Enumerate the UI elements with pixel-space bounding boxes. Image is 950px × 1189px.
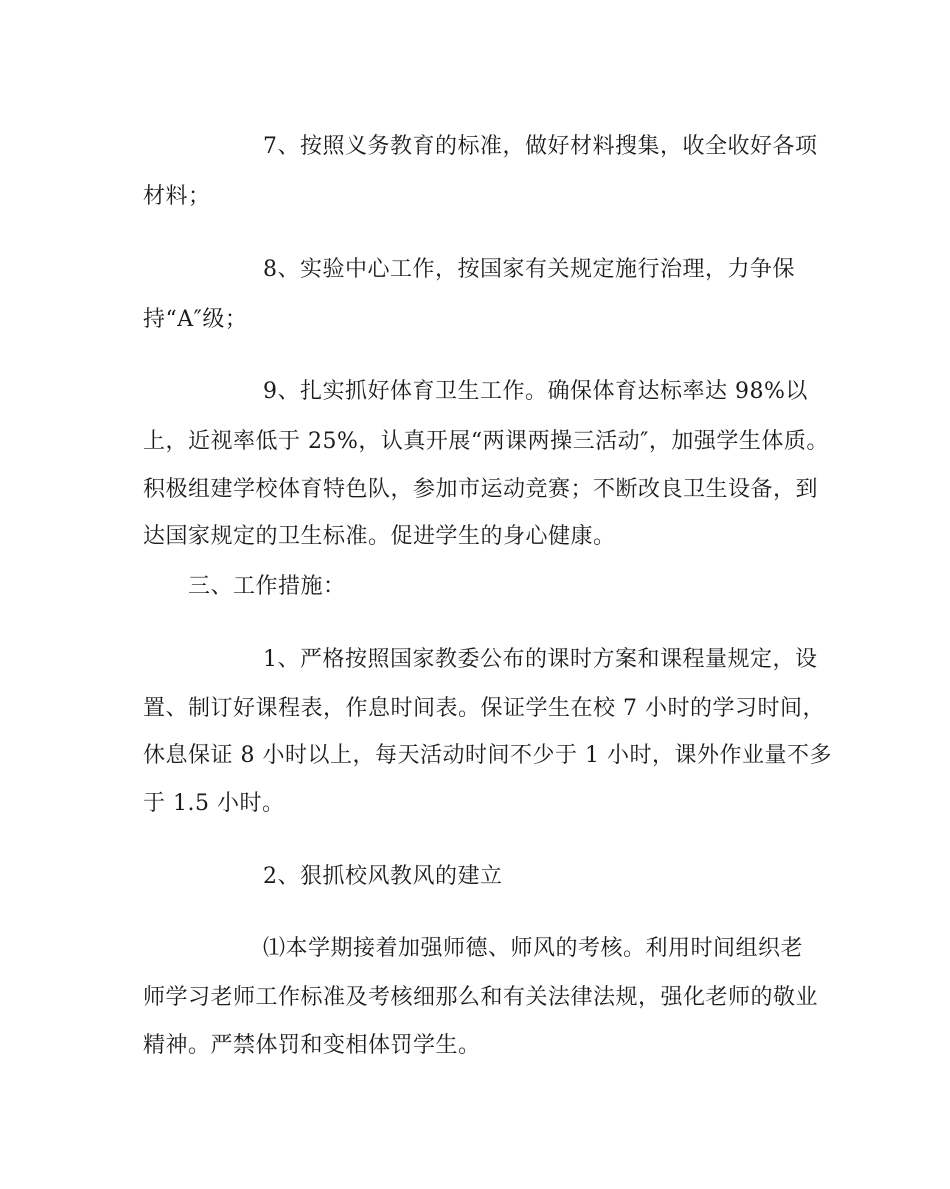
paragraph-9-line-2: 上，近视率低于 25%，认真开展“两课两操三活动″，加强学生体质。 [143, 429, 829, 454]
measure-2-heading: 2、狠抓校风教风的建立 [263, 864, 503, 889]
measure-1-line-4: 于 1.5 小时。 [143, 791, 285, 816]
measure-1-line-2: 置、制订好课程表，作息时间表。保证学生在校 7 小时的学习时间， [143, 696, 825, 721]
paragraph-9-line-4: 达国家规定的卫生标准。促进学生的身心健康。 [143, 524, 616, 549]
section-heading: 三、工作措施： [188, 574, 346, 599]
measure-2-1-line-3: 精神。严禁体罚和变相体罚学生。 [143, 1033, 481, 1058]
paragraph-9-line-3: 积极组建学校体育特色队，参加市运动竞赛；不断改良卫生设备，到 [143, 477, 819, 502]
paragraph-8-line-1: 8、实验中心工作，按国家有关规定施行治理，力争保 [263, 257, 795, 282]
measure-1-line-1: 1、严格按照国家教委公布的课时方案和课程量规定，设 [263, 647, 818, 672]
measure-2-1-line-2: 师学习老师工作标准及考核细那么和有关法律法规，强化老师的敬业 [143, 985, 819, 1010]
measure-2-1-line-1: ⑴本学期接着加强师德、师风的考核。利用时间组织老 [263, 936, 804, 961]
paragraph-9-line-1: 9、扎实抓好体育卫生工作。确保体育达标率达 98%以 [263, 379, 808, 404]
paragraph-7-line-1: 7、按照义务教育的标准，做好材料搜集，收全收好各项 [263, 134, 818, 159]
paragraph-8-line-2: 持“A″级； [143, 307, 248, 332]
paragraph-7-line-2: 材料； [143, 184, 211, 209]
measure-1-line-3: 休息保证 8 小时以上，每天活动时间不少于 1 小时，课外作业量不多 [143, 743, 832, 768]
